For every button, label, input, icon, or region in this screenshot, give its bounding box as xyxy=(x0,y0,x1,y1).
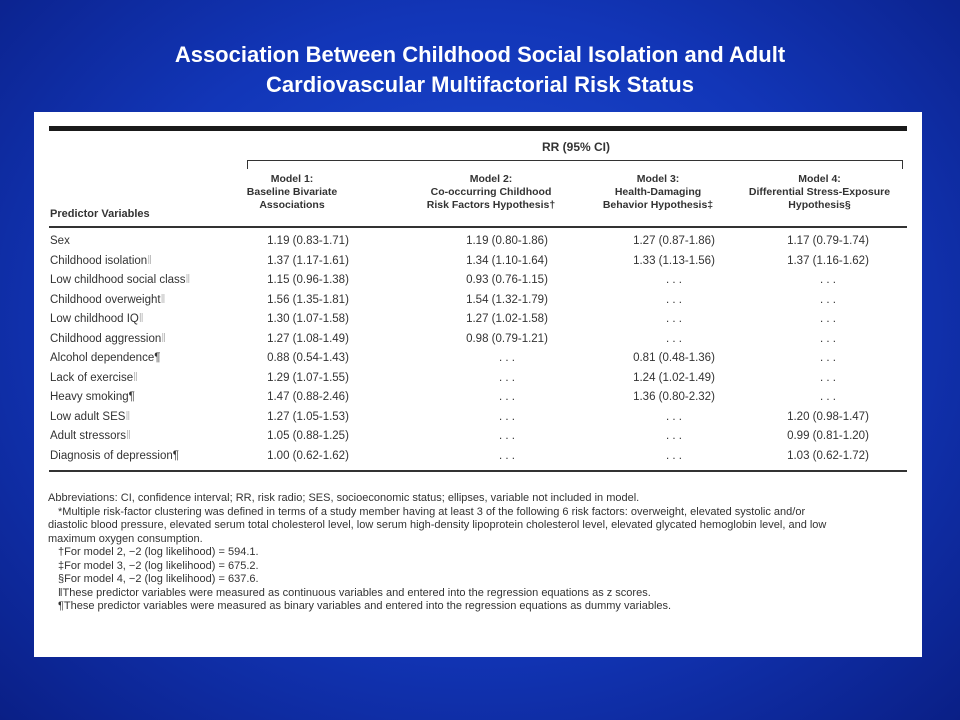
model-4-cell: . . . xyxy=(820,391,836,403)
footnote-marker: ‖ xyxy=(138,313,144,325)
continuous-variables-note: ‖These predictor variables were measured as continuous variables and entered into the regression equations as z scores. xyxy=(58,586,651,599)
table-row xyxy=(50,291,905,310)
header-rule xyxy=(49,226,907,228)
footnote-marker: ‖ xyxy=(161,332,167,345)
model-2-cell: 1.34 (1.10-1.64) xyxy=(466,254,548,267)
predictor-label: Childhood aggression‖ xyxy=(50,332,167,345)
model-2-cell: 1.54 (1.32-1.79) xyxy=(466,293,548,306)
model-4-cell: . . . xyxy=(820,352,836,364)
model-2-cell: . . . xyxy=(499,430,515,442)
predictor-label: Low childhood IQ‖ xyxy=(50,313,144,325)
model-2-cell: . . . xyxy=(499,391,515,403)
footnote-marker: ‖ xyxy=(185,274,191,286)
model-1-cell: 1.19 (0.83-1.71) xyxy=(267,235,349,247)
predictor-label: Lack of exercise‖ xyxy=(50,371,138,384)
model-4-header: Model 4: Differential Stress-Exposure Hypothesis§ xyxy=(748,173,891,211)
table-row xyxy=(50,232,905,251)
model-1-header: Model 1: Baseline Bivariate Associations xyxy=(246,173,338,211)
model-1-cell: 1.05 (0.88-1.25) xyxy=(267,430,349,442)
model-1-cell: 1.27 (1.08-1.49) xyxy=(267,332,349,345)
model-3-cell: . . . xyxy=(666,313,682,325)
model-4-cell: . . . xyxy=(820,371,836,384)
model-4-cell: 0.99 (0.81-1.20) xyxy=(787,430,869,442)
model-3-cell: . . . xyxy=(666,332,682,345)
predictor-variables-header: Predictor Variables xyxy=(50,208,150,220)
slide-title-line-2: Cardiovascular Multifactorial Risk Status xyxy=(266,72,694,97)
table-row xyxy=(50,252,905,271)
footnotes xyxy=(48,492,914,614)
table-row xyxy=(50,447,905,466)
slide-title-line-1: Association Between Childhood Social Isolation and Adult xyxy=(174,42,786,67)
model-2-cell: 1.27 (1.02-1.58) xyxy=(466,313,548,325)
footnote-marker: ‖ xyxy=(125,410,131,423)
model-2-cell: 1.19 (0.80-1.86) xyxy=(466,235,548,247)
table-panel xyxy=(34,112,922,657)
model-2-cell: . . . xyxy=(499,449,515,462)
predictor-label: Adult stressors‖ xyxy=(50,430,131,442)
model-3-cell: . . . xyxy=(666,274,682,286)
model-3-cell: . . . xyxy=(666,430,682,442)
model-1-cell: 1.37 (1.17-1.61) xyxy=(267,254,349,267)
model-1-cell: 1.00 (0.62-1.62) xyxy=(267,449,349,462)
model-4-cell: 1.37 (1.16-1.62) xyxy=(787,254,869,267)
model-4-cell: . . . xyxy=(820,274,836,286)
table-row xyxy=(50,427,905,446)
predictor-label: Low adult SES‖ xyxy=(50,410,131,423)
predictor-label: Low childhood social class‖ xyxy=(50,274,191,286)
top-rule xyxy=(49,126,907,131)
model-1-cell: 1.29 (1.07-1.55) xyxy=(267,371,349,384)
model-3-cell: 1.27 (0.87-1.86) xyxy=(633,235,715,247)
model-2-cell: . . . xyxy=(499,410,515,423)
table-row xyxy=(50,310,905,329)
model-3-cell: 1.36 (0.80-2.32) xyxy=(633,391,715,403)
footnote-marker: ‖ xyxy=(160,293,166,306)
model-1-cell: 0.88 (0.54-1.43) xyxy=(267,352,349,364)
footnote-marker: ‖ xyxy=(126,430,131,442)
model-2-cell: 0.98 (0.79-1.21) xyxy=(466,332,548,345)
predictor-label: Sex xyxy=(50,235,70,247)
model-4-cell: . . . xyxy=(820,313,836,325)
model-3-cell: 1.33 (1.13-1.56) xyxy=(633,254,715,267)
footnote-marker: ‖ xyxy=(133,371,138,384)
model-2-cell: . . . xyxy=(499,352,515,364)
predictor-label: Diagnosis of depression¶ xyxy=(50,449,179,462)
model-3-cell: . . . xyxy=(666,410,682,423)
footnote-marker: ‖ xyxy=(147,254,152,267)
model-4-cell: 1.17 (0.79-1.74) xyxy=(787,235,869,247)
table-row xyxy=(50,349,905,368)
model-1-cell: 1.15 (0.96-1.38) xyxy=(267,274,349,286)
table-row xyxy=(50,369,905,388)
model-2-header: Model 2: Co-occurring Childhood Risk Factors Hypothesis† xyxy=(426,173,556,211)
model-2-cell: 0.93 (0.76-1.15) xyxy=(466,274,548,286)
predictor-label: Childhood isolation‖ xyxy=(50,254,152,267)
model-2-note: †For model 2, −2 (log likelihood) = 594.1. xyxy=(58,546,259,558)
model-1-cell: 1.27 (1.05-1.53) xyxy=(267,410,349,423)
model-3-note: ‡For model 3, −2 (log likelihood) = 675.2. xyxy=(58,559,259,572)
model-3-cell: 1.24 (1.02-1.49) xyxy=(633,371,715,384)
binary-variables-note: ¶These predictor variables were measured as binary variables and entered into the regression equations as dummy variables. xyxy=(58,600,672,612)
model-2-cell: . . . xyxy=(499,371,515,384)
clustering-note: *Multiple risk-factor clustering was defined in terms of a study member having at least 3 of the following 6 risk factors: overweight, elevated systolic and/or xyxy=(58,505,806,518)
model-3-header: Model 3: Health-Damaging Behavior Hypothesis‡ xyxy=(602,173,714,211)
model-4-note: §For model 4, −2 (log likelihood) = 637.6. xyxy=(58,573,259,585)
abbreviations-note: Abbreviations: CI, confidence interval; RR, risk radio; SES, socioeconomic status; ellipses, variable not included in model. xyxy=(48,492,640,504)
table-row xyxy=(50,388,905,407)
clustering-note-cont: diastolic blood pressure, elevated serum total cholesterol level, low serum high-density lipoprotein cholesterol level, elevated glycated hemoglobin level, and low xyxy=(48,519,827,531)
model-1-cell: 1.56 (1.35-1.81) xyxy=(267,293,349,306)
model-4-cell: 1.20 (0.98-1.47) xyxy=(787,410,869,423)
rr-bracket xyxy=(247,160,903,169)
table-row xyxy=(50,330,905,349)
predictor-label: Childhood overweight‖ xyxy=(50,293,166,306)
model-4-cell: . . . xyxy=(820,332,836,345)
rr-header: RR (95% CI) xyxy=(541,140,610,154)
slide-title xyxy=(0,40,960,100)
table-row xyxy=(50,271,905,290)
predictor-label: Heavy smoking¶ xyxy=(50,391,135,403)
model-4-cell: 1.03 (0.62-1.72) xyxy=(787,449,869,462)
model-3-cell: . . . xyxy=(666,449,682,462)
model-3-cell: 0.81 (0.48-1.36) xyxy=(633,352,715,364)
clustering-note-end: maximum oxygen consumption. xyxy=(48,532,203,545)
model-3-cell: . . . xyxy=(666,293,682,306)
model-1-cell: 1.47 (0.88-2.46) xyxy=(267,391,349,403)
table-row xyxy=(50,408,905,427)
bottom-rule xyxy=(49,470,907,472)
model-1-cell: 1.30 (1.07-1.58) xyxy=(267,313,349,325)
model-4-cell: . . . xyxy=(820,293,836,306)
predictor-label: Alcohol dependence¶ xyxy=(50,352,161,364)
